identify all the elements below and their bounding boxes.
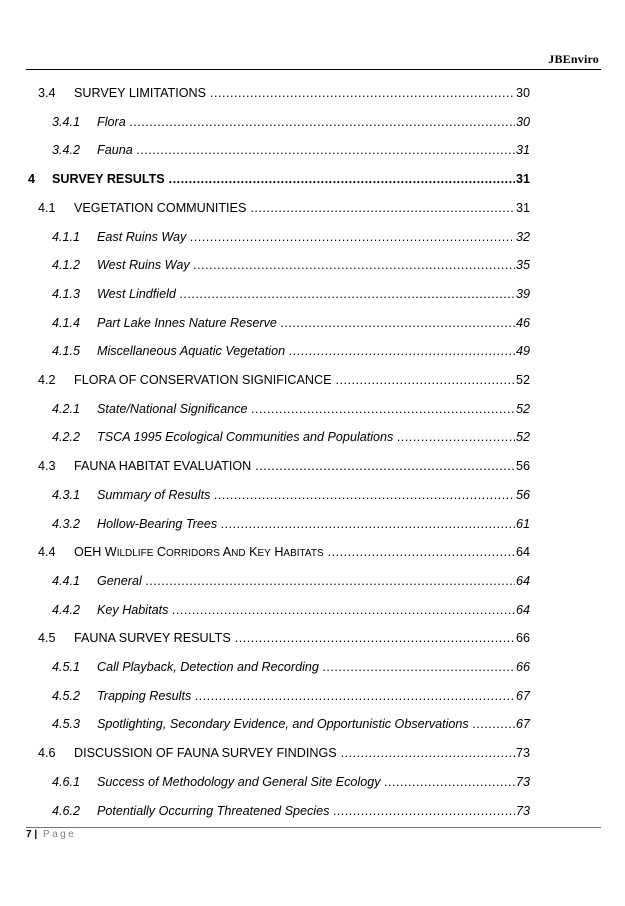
toc-entry-title: Potentially Occurring Threatened Species .....: [97, 803, 515, 819]
toc-entry-title: TSCA 1995 Ecological Communities and Populations .....: [97, 429, 515, 445]
toc-entry-page: 66: [516, 660, 531, 674]
toc-entry-page: 56: [516, 459, 531, 474]
toc-entry[interactable]: [0, 516, 625, 532]
toc-entry-title: DISCUSSION OF FAUNA SURVEY FINDINGS .....: [74, 745, 515, 761]
page-footer: [26, 829, 76, 841]
toc-entry[interactable]: [0, 544, 625, 560]
toc-entry[interactable]: [0, 774, 625, 790]
toc-entry-number: 4.6.2: [52, 803, 81, 818]
toc-entry-title: West Lindfield .....: [97, 286, 515, 302]
toc-entry-page: 30: [516, 114, 531, 129]
toc-entry-page: 52: [516, 430, 531, 445]
toc-entry-title: Summary of Results .....: [97, 487, 515, 503]
footer-separator: |: [34, 829, 38, 840]
toc-entry-page: 64: [516, 573, 531, 588]
toc-entry-page: 66: [516, 631, 531, 646]
toc-entry-page: 52: [516, 401, 531, 416]
toc-entry-page: 56: [516, 487, 531, 502]
toc-entry-page: 31: [516, 172, 531, 187]
toc-entry-page: 64: [516, 545, 531, 560]
toc-entry-number: 4.2: [38, 373, 56, 387]
toc-entry-number: 4.4.2: [52, 602, 81, 617]
toc-entry[interactable]: [0, 229, 625, 245]
toc-entry[interactable]: [0, 372, 625, 388]
toc-entry-page: 49: [516, 344, 531, 359]
toc-entry[interactable]: [0, 142, 625, 158]
toc-entry-number: 4.1.3: [52, 286, 81, 301]
toc-entry-title: Miscellaneous Aquatic Vegetation .....: [97, 343, 515, 359]
toc-entry-page: 73: [516, 746, 531, 761]
toc-entry[interactable]: [0, 257, 625, 273]
toc-entry-number: 4.1.4: [52, 315, 81, 330]
toc-entry-title: SURVEY RESULTS .....: [52, 171, 515, 187]
toc-entry-number: 4.2.1: [52, 401, 81, 416]
toc-entry-title: VEGETATION COMMUNITIES .....: [74, 200, 515, 216]
toc-entry-title: Key Habitats .....: [97, 602, 515, 618]
toc-entry-number: 4.5: [38, 631, 56, 646]
toc-entry-page: 73: [516, 803, 531, 818]
toc-entry[interactable]: [0, 85, 625, 101]
toc-entry-page: 67: [516, 717, 531, 732]
toc-entry-number: 4.6.1: [52, 774, 81, 789]
toc-entry-number: 4.1.2: [52, 258, 81, 273]
toc-entry-page: 61: [516, 516, 531, 531]
toc-entry[interactable]: [0, 286, 625, 302]
toc-entry-number: 4.5.1: [52, 660, 81, 674]
toc-entry[interactable]: [0, 429, 625, 445]
toc-entry-page: 39: [516, 286, 531, 301]
toc-entry-number: 3.4: [38, 86, 56, 100]
toc-entry-title: OEH WILDLIFE CORRIDORS AND KEY HABITATS .....: [74, 544, 515, 562]
toc-entry[interactable]: [0, 602, 625, 618]
toc-entry-number: 4.3.2: [52, 516, 81, 531]
toc-entry-number: 4.4.1: [52, 573, 81, 588]
toc-entry-number: 4.1: [38, 200, 56, 215]
toc-entry-page: 67: [516, 688, 531, 703]
toc-entry[interactable]: [0, 458, 625, 474]
toc-entry-title: FAUNA HABITAT EVALUATION .....: [74, 458, 515, 474]
toc-entry-title: Hollow-Bearing Trees .....: [97, 516, 515, 532]
toc-entry-number: 4.1.5: [52, 344, 81, 359]
toc-entry[interactable]: [0, 487, 625, 503]
header-rule: [26, 69, 601, 70]
toc-entry[interactable]: [0, 343, 625, 359]
header-brand: JBEnviro: [548, 52, 599, 66]
toc-entry-title: State/National Significance .....: [97, 401, 515, 417]
toc-entry[interactable]: [0, 659, 625, 675]
toc-entry-page: 46: [516, 315, 531, 330]
toc-entry-number: 4.5.3: [52, 717, 81, 732]
toc-entry-title: East Ruins Way .....: [97, 229, 515, 245]
toc-entry-page: 64: [516, 602, 531, 617]
footer-rule: [26, 827, 601, 828]
toc-entry-number: 4.3: [38, 459, 56, 474]
toc-entry[interactable]: [0, 315, 625, 331]
toc-entry[interactable]: [0, 745, 625, 761]
toc-entry-number: 3.4.2: [52, 143, 81, 158]
toc-entry-page: 30: [516, 86, 531, 100]
toc-entry-page: 35: [516, 258, 531, 273]
footer-page-number: 7: [26, 829, 32, 840]
toc-entry-page: 32: [516, 229, 531, 244]
toc-entry[interactable]: [0, 573, 625, 589]
toc-entry-title: Trapping Results .....: [97, 688, 515, 704]
toc-entry-title: SURVEY LIMITATIONS .....: [74, 85, 515, 101]
toc-entry[interactable]: [0, 171, 625, 187]
toc-entry-number: 4.4: [38, 545, 56, 560]
toc-entry[interactable]: [0, 803, 625, 819]
toc-entry-title: General .....: [97, 573, 515, 589]
toc-entry[interactable]: [0, 401, 625, 417]
toc-entry-number: 4.6: [38, 746, 56, 761]
toc-entry-title: Part Lake Innes Nature Reserve .....: [97, 315, 515, 331]
footer-page-word: Page: [42, 829, 77, 840]
toc-entry[interactable]: [0, 716, 625, 732]
toc-entry-title: FAUNA SURVEY RESULTS .....: [74, 630, 515, 646]
toc-entry-page: 52: [516, 373, 531, 387]
toc-entry-number: 4.2.2: [52, 430, 81, 445]
toc-entry-page: 31: [516, 200, 531, 215]
toc-entry-title: Call Playback, Detection and Recording .....: [97, 659, 515, 675]
toc-entry[interactable]: [0, 114, 625, 130]
toc-entry-title: West Ruins Way .....: [97, 257, 515, 273]
toc-entry-title: Flora .....: [97, 114, 515, 130]
toc-entry[interactable]: [0, 200, 625, 216]
toc-entry-number: 4.5.2: [52, 688, 81, 703]
toc-entry-title: Success of Methodology and General Site Ecology .....: [97, 774, 515, 790]
toc-entry-number: 4: [28, 172, 36, 187]
toc-entry-number: 3.4.1: [52, 114, 81, 129]
toc-entry-page: 31: [516, 143, 531, 158]
toc-entry-title: Spotlighting, Secondary Evidence, and Opportunistic Observations .....: [97, 716, 515, 732]
toc-entry-title: FLORA OF CONSERVATION SIGNIFICANCE .....: [74, 372, 515, 388]
toc-entry[interactable]: [0, 630, 625, 646]
toc-entry-page: 73: [516, 774, 531, 789]
toc-entry[interactable]: [0, 688, 625, 704]
toc-entry-number: 4.1.1: [52, 229, 81, 244]
toc-entry-number: 4.3.1: [52, 487, 81, 502]
toc-entry-title: Fauna .....: [97, 142, 515, 158]
